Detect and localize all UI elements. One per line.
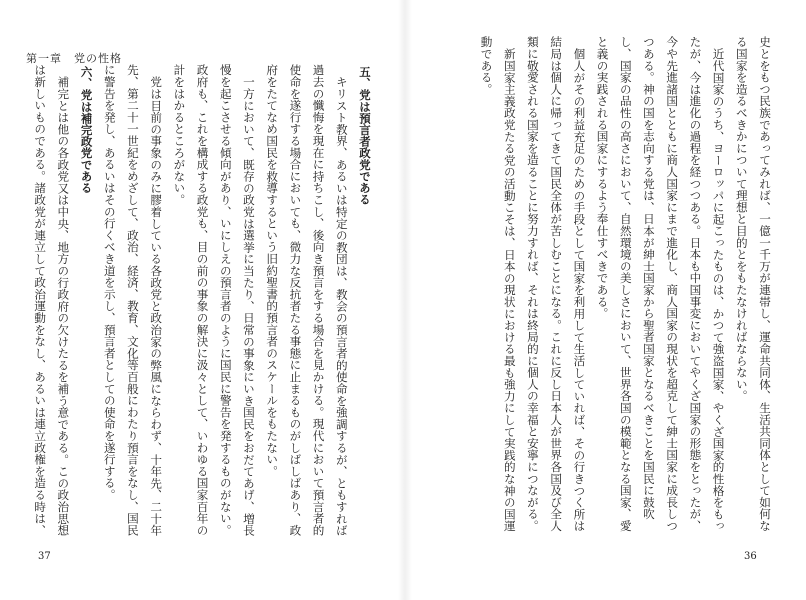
section5-heading: 五、党は預言者政党である <box>358 66 372 206</box>
section5-paragraph-1: キリスト教界、あるいは特定の教団は、教会の預言者的使命を強調するが、ともすれば過去の懺悔を現在に持ちこし、後向き預言をする場合を見かける。現代において預言者的使命を遂行する場合においても、微力な反抗者たる事態に止まるものがしばしばあり、政府をたてなめ国民を救導するという旧約聖書的預言者のスケールをもたない。 <box>265 64 349 536</box>
right-paragraph-3: 新国家主義政党たる党の活動こそは、日本の現状における最も強力にして実践的な神の国運動である。 <box>479 36 517 532</box>
chapter-title: 第一章 党の性格 <box>26 52 122 65</box>
left-page-body <box>33 64 376 540</box>
section6-paragraph-1: 補完とは他の各政党又は中央、地方の行政府の欠けたるを補う意である。この政治思想は新しいものである。諸政党が連立して政治運動をなし、あるいは連立政権を造る時は、 <box>33 64 71 536</box>
right-paragraph-0: 史とをもつ民族であってみれば、一億一千万が連帯し、運命共同体、生活共同体として如何なる国家を造るべきかについて理想と目的とをもたなければならない。 <box>734 36 772 532</box>
right-page-body <box>460 36 776 532</box>
section5-paragraph-2: 一方において、既存の政党は選挙に当たり、日常の事象にいき国民をおだてあげ、増長慢を起こさせる傾向があり、いにしえの預言者のように国民に警告を発するものがない。政府も、これを構成する政党も、目の前の事象の解決に汲々として、いわゆる国家百年の計をはかるところがない。 <box>172 64 256 536</box>
section5-paragraph-3: 党は目前の事象のみに膠着している各政党と政治家の弊風にならわず、十年先、二十年先、第二十一世紀をめざして、政治、経済、教育、文化等百般にわたり預言をなし、国民に警告を発し、あるいはその行くべき道を示し、預言者としての使命を遂行する。 <box>102 64 164 536</box>
page-number-left: 37 <box>38 551 51 562</box>
right-paragraph-2: 個人がその利益充足のための手段として国家を利用して生活していれば、その行きつく所は結局は個人に帰ってきて国民全体が苦しむことになる。これに反し日本人が世界各国及び全人類に敬愛される国家を造ることに努力すれば、それは終局的に個人の幸福と安寧につながる。 <box>525 36 587 532</box>
page-gutter <box>398 0 412 600</box>
page-number-right: 36 <box>744 551 757 562</box>
right-paragraph-1: 近代国家のうち、ヨーロッパに起こったものは、かつて強盗国家、やくざ国家的性格をもったが、今は進化の過程を経つつある。日本も中国事変においてやくざ国家の形態をとったが、今や先進諸国とともに商人国家にまで進化し、商人国家の現状を超克して紳士国家に成長しつつある。神の国を志向する党は、日本が紳士国家から聖者国家となるべきことを国民に鼓吹し、国家の品性の高さにおいて、自然環境の美しさにおいて、世界各国の模範となる国家、愛と義の実践される国家にするよう奉仕すべきである。 <box>595 36 726 532</box>
section6-heading: 六、党は補完政党である <box>79 66 94 194</box>
